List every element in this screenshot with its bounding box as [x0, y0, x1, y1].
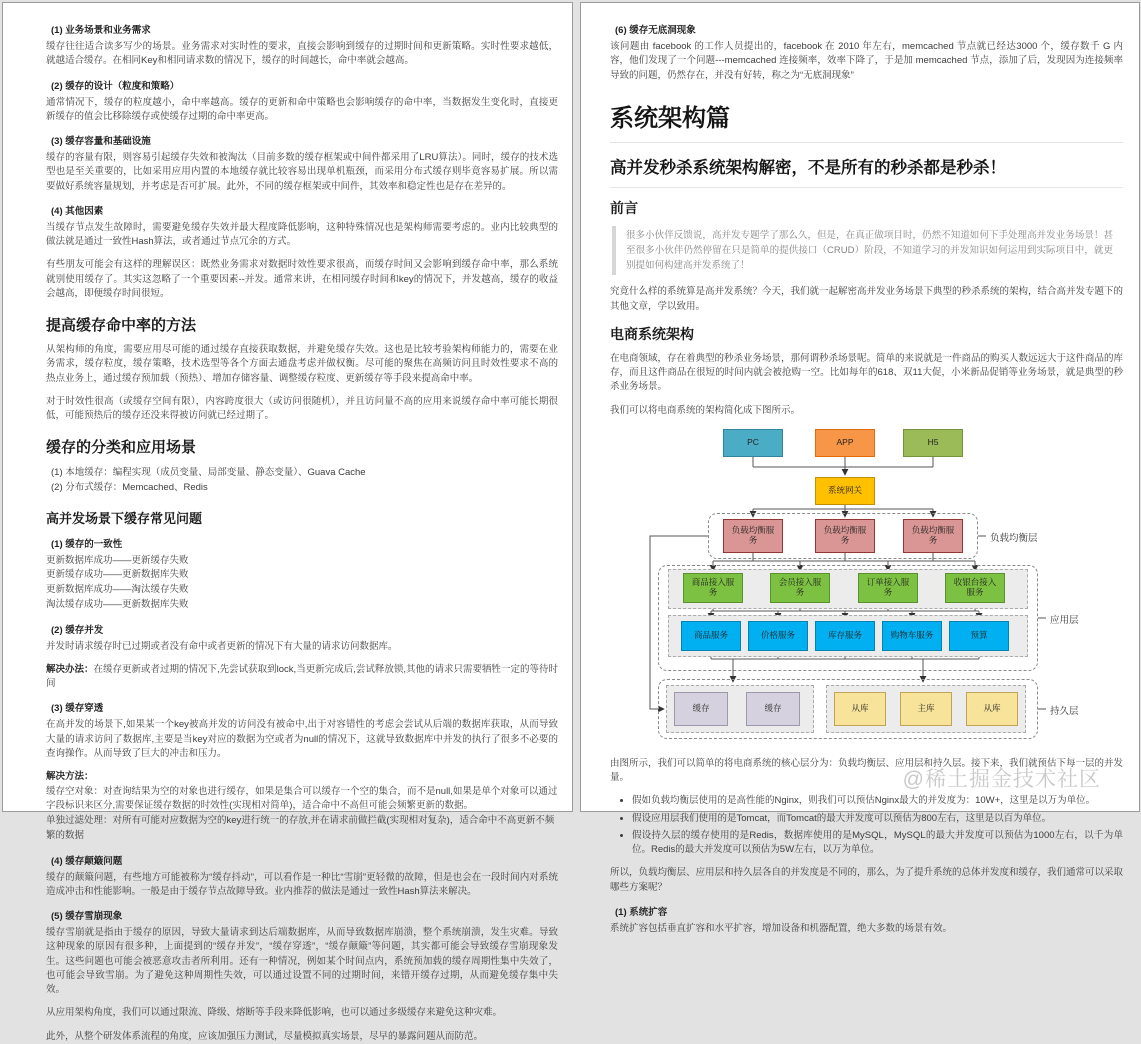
diagram-box-gateway: 系统网关 [815, 477, 875, 505]
bullet-item: • 假设应用层我们使用的是Tomcat，而Tomcat的最大并发度可以预估为800左右，这里是以百为单位。 [632, 812, 1123, 826]
consistency-lines [46, 554, 558, 613]
section-title-other: (4) 其他因素 [51, 205, 104, 217]
paragraph: 在电商领域，存在着典型的秒杀业务场景，那何谓秒杀场景呢。简单的来说就是一件商品的购买人数远远大于这件商品的库存，而且这件商品在很短的时间内就会被抢购一空。比如每年的618、双11大促，小米新品促销等业务场景，就是典型的秒杀业务场景。 [610, 352, 1124, 393]
heading-ecommerce-arch: 电商系统架构 [610, 325, 694, 342]
heading-hit-rate: 提高缓存命中率的方法 [46, 317, 197, 334]
line: 更新数据库成功——更新缓存失败 [46, 554, 189, 566]
diagram-box-cache-2: 缓存 [746, 692, 800, 726]
diagram-box-slave-2: 从库 [966, 692, 1018, 726]
paragraph: 所以，负载均衡层、应用层和持久层各自的并发度是不同的，那么，为了提升系统的总体并发度和缓存，我们通常可以采取哪些方案呢？ [610, 867, 1124, 893]
diagram-box-slave-1: 从库 [834, 692, 886, 726]
section-title-design: (2) 缓存的设计（粒度和策略） [51, 80, 180, 92]
line: 更新数据库成功——淘汰缓存失败 [46, 584, 189, 596]
line: 缓存空对象：对查询结果为空的对象也进行缓存，如果是集合可以缓存一个空的集合，而不是null,如果是单个对象可以通过字段标识来区分,需要保证缓存数据的时效性(实现相对简单)，适合命中不高但可能会频繁更新的数据。 [46, 785, 558, 812]
paragraph: 缓存的颠簸问题，有些地方可能被称为“缓存抖动”，可以看作是一种比“雪崩”更轻微的故障，但是也会在一段时间内对系统造成冲击和性能影响。一般是由于缓存节点故障导致。业内推荐的做法是通过一致性Hash算法来解决。 [46, 871, 558, 897]
diagram-box-lb-2: 负载均衡服务 [815, 519, 875, 553]
heading-cache-types: 缓存的分类和应用场景 [46, 439, 197, 457]
diagram-box-goods-access: 商品接入服务 [683, 573, 743, 603]
solution-label: 解决办法： [46, 663, 94, 675]
label-persistence-layer: 持久层 [1050, 705, 1079, 717]
concurrency-estimates [618, 794, 1123, 857]
line: 单独过滤处理：对所有可能对应数据为空的key进行统一的存放,并在请求前做拦截(实现相对复杂)，适合命中不高更新不频繁的数据 [46, 815, 555, 841]
diagram-box-goods-service: 商品服务 [681, 621, 741, 651]
section-title-expansion: (1) 系统扩容 [615, 906, 668, 918]
paragraph: 缓存往往适合读多写少的场景。业务需求对实时性的要求，直接会影响到缓存的过期时间和更新策略。实时性要求越低，就越适合缓存。在相同Key和相同请求数的情况下，缓存的时间越长，命中率就会越高。 [46, 41, 558, 67]
diagram-box-pc: PC [723, 429, 783, 457]
line: 淘汰缓存成功——更新数据库失败 [46, 598, 189, 610]
section-title-capacity: (3) 缓存容量和基础设施 [51, 136, 151, 147]
watermark: @稀土掘金技术社区 [902, 768, 1101, 791]
paragraph: 此外，从整个研发体系流程的角度，应该加强压力测试，尽量模拟真实场景，尽早的暴露问题从而防范。 [46, 1030, 484, 1042]
architecture-diagram [628, 427, 1110, 747]
list-item: (2) 分布式缓存：Memcached、Redis [51, 482, 208, 494]
article-title: 高并发秒杀系统架构解密，不是所有的秒杀都是秒杀！ [610, 152, 1123, 188]
diagram-box-lb-3: 负载均衡服务 [903, 519, 963, 553]
diagram-box-price-service: 价格服务 [748, 621, 808, 651]
diagram-box-settle-service: 预算 [949, 621, 1009, 651]
section-title-concurrency: (2) 缓存并发 [51, 624, 104, 636]
paragraph: 从应用架构角度，我们可以通过限流、降级、熔断等手段来降低影响，也可以通过多级缓存来避免这种灾难。 [46, 1007, 503, 1019]
paragraph: 在高并发的场景下,如果某一个key被高并发的访问没有被命中,出于对容错性的考虑会尝试从后端的数据库获取，从而导致大量的请求访问了数据库,主要是当key对应的数据为空或者为null的情况下，这就导致数据库中并发的执行了很多不必要的查询操作。从而导致了巨大的冲击和压力。 [46, 719, 558, 759]
paragraph: 并发时请求缓存时已过期或者没有命中或者更新的情况下有大量的请求访问数据库。 [46, 640, 398, 652]
bullet-item: • 假如负载均衡层使用的是高性能的Nginx，则我们可以预估Nginx最大的并发度为：10W+，这里是以万为单位。 [632, 794, 1123, 808]
diagram-box-h5: H5 [903, 429, 963, 457]
bullet-item: • 假设持久层的缓存使用的是Redis，数据库使用的是MySQL，MySQL的最大并发度可以预估为1000左右，以千为单位。Redis的最大并发度可以预估为5W左右，以万为单位。 [632, 829, 1123, 858]
page-left [2, 2, 573, 1042]
diagram-box-cart-service: 购物车服务 [882, 621, 942, 651]
section-title-thrashing: (4) 缓存颠簸问题 [51, 855, 123, 867]
section-title-avalanche: (5) 缓存雪崩现象 [51, 911, 123, 923]
section-title-consistency: (1) 缓存的一致性 [51, 538, 123, 550]
diagram-box-order-access: 订单接入服务 [858, 573, 918, 603]
paragraph: 有些朋友可能会有这样的理解误区：既然业务需求对数据时效性要求很高，而缓存时间又会影响到缓存命中率，那么系统就别使用缓存了。其实这忽略了一个重要因素--并发。通常来讲，在相同缓存时间和key的情况下，并发越高，缓存的收益会越高，即便缓存时间很短。 [46, 259, 558, 299]
diagram-box-master: 主库 [900, 692, 952, 726]
paragraph: 通常情况下，缓存的粒度越小，命中率越高。缓存的更新和命中策略也会影响缓存的命中率，当数据发生变化时，直接更新缓存的值会比移除缓存或使缓存过期的命中率更高。 [46, 96, 558, 122]
paragraph: 从架构师的角度，需要应用尽可能的通过缓存直接获取数据，并避免缓存失效。这也是比较考验架构师能力的，需要在业务需求，缓存粒度，缓存策略，技术选型等各个方面去通盘考虑并做权衡。尽可能的聚焦在高频访问且时效性要求不高的热点业务上，通过缓存预加载（预热）、增加存储容量、调整缓存粒度、更新缓存等手段来提高命中率。 [46, 344, 558, 384]
section-title-bottomless: (6) 缓存无底洞现象 [615, 25, 696, 36]
paragraph: 当缓存节点发生故障时，需要避免缓存失效并最大程度降低影响，这种特殊情况也是架构师需要考虑的。业内比较典型的做法就是通过一致性Hash算法，或者通过节点冗余的方式。 [46, 221, 558, 247]
heading-common-problems: 高并发场景下缓存常见问题 [46, 510, 203, 526]
heading-preface: 前言 [610, 199, 638, 216]
blockquote: 很多小伙伴反馈说，高并发专题学了那么久，但是，在真正做项目时，仍然不知道如何下手处理高并发业务场景！甚至很多小伙伴仍然停留在只是简单的提供接口（CRUD）阶段，不知道学习的并发知识如何运用到实际项目中，就更别提如何构建高并发系统了！ [612, 226, 1123, 276]
solution-text: 在缓存更新或者过期的情况下,先尝试获取到lock,当更新完成后,尝试释放锁,其他的请求只需要牺牲一定的等待时间 [46, 663, 558, 689]
paragraph: 缓存雪崩就是指由于缓存的原因，导致大量请求到达后端数据库，从而导致数据库崩溃，整个系统崩溃，发生灾难。导致这种现象的原因有很多种，上面提到的“缓存并发”，“缓存穿透”，“缓存颠簸”等问题，其实都可能会导致缓存雪崩现象发生。这些问题也可能会被恶意攻击者所利用。还有一种情况，例如某个时间点内，系统预加载的缓存周期性集中失效了，也可能会导致雪崩。为了避免这种周期性失效，可以通过设置不同的过期时间，来错开缓存过期，从而避免缓存集中失效。 [46, 927, 558, 996]
paragraph: 对于时效性很高（或缓存空间有限），内容跨度很大（或访问很随机），并且访问量不高的应用来说缓存命中率可能长期很低，可能预热后的缓存还没来得被访问就已经过期了。 [46, 395, 558, 421]
diagram-box-cache-1: 缓存 [674, 692, 728, 726]
chapter-title: 系统架构篇 [610, 92, 1123, 143]
label-load-balance-layer: 负载均衡层 [990, 532, 1038, 544]
diagram-box-stock-service: 库存服务 [815, 621, 875, 651]
label-application-layer: 应用层 [1050, 614, 1079, 626]
method-block [46, 770, 558, 844]
paragraph: 缓存的容量有限，则容易引起缓存失效和被淘汰（目前多数的缓存框架或中间件都采用了LRU算法）。同时，缓存的技术选型也是至关重要的，比如采用应用内置的本地缓存就比较容易出现单机瓶颈，而采用分布式缓存则毕竟容易扩展。所以需要做好系统容量规划，并考虑是否可扩展。此外，不同的缓存框架或中间件，其效率和稳定性也是存在差异的。 [46, 152, 558, 192]
paragraph: 该问题由 facebook 的工作人员提出的，facebook 在 2010 年左右，memcached 节点就已经达3000 个，缓存数千 G 内容，他们发现了一个问题---memcached 连接频率，效率下降了，于是加 memcached 节点，添加了后，发现因为连接频率导致的问题，仍然存在，并没有好转，称之为“无底洞现象” [610, 41, 1123, 81]
list-item: (1) 本地缓存：编程实现（成员变量、局部变量、静态变量）、Guava Cache [51, 467, 366, 479]
page-right [580, 2, 1140, 934]
paragraph: 系统扩容包括垂直扩容和水平扩容，增加设备和机器配置，绝大多数的场景有效。 [610, 922, 953, 934]
diagram-box-app: APP [815, 429, 875, 457]
diagram-box-cashier-access: 收银台接入服务 [945, 573, 1005, 603]
line: 更新缓存成功——更新数据库失败 [46, 569, 189, 581]
paragraph: 究竟什么样的系统算是高并发系统？今天，我们就一起解密高并发业务场景下典型的秒杀系统的架构，结合高并发专题下的其他文章，学以致用。 [610, 286, 1124, 312]
paragraph: 我们可以将电商系统的架构简化成下图所示。 [610, 404, 801, 416]
cache-type-list [46, 465, 558, 495]
solution-paragraph [46, 663, 558, 692]
paragraph: 由图所示，我们可以简单的将电商系统的核心层分为：负载均衡层、应用层和持久层。接下来，我们就预估下每一层的并发量。 [610, 757, 1124, 784]
method-label: 解决方法： [46, 771, 94, 782]
section-title-business: (1) 业务场景和业务需求 [51, 25, 151, 36]
section-title-penetration: (3) 缓存穿透 [51, 703, 104, 715]
diagram-box-member-access: 会员接入服务 [770, 573, 830, 603]
diagram-box-lb-1: 负载均衡服务 [723, 519, 783, 553]
